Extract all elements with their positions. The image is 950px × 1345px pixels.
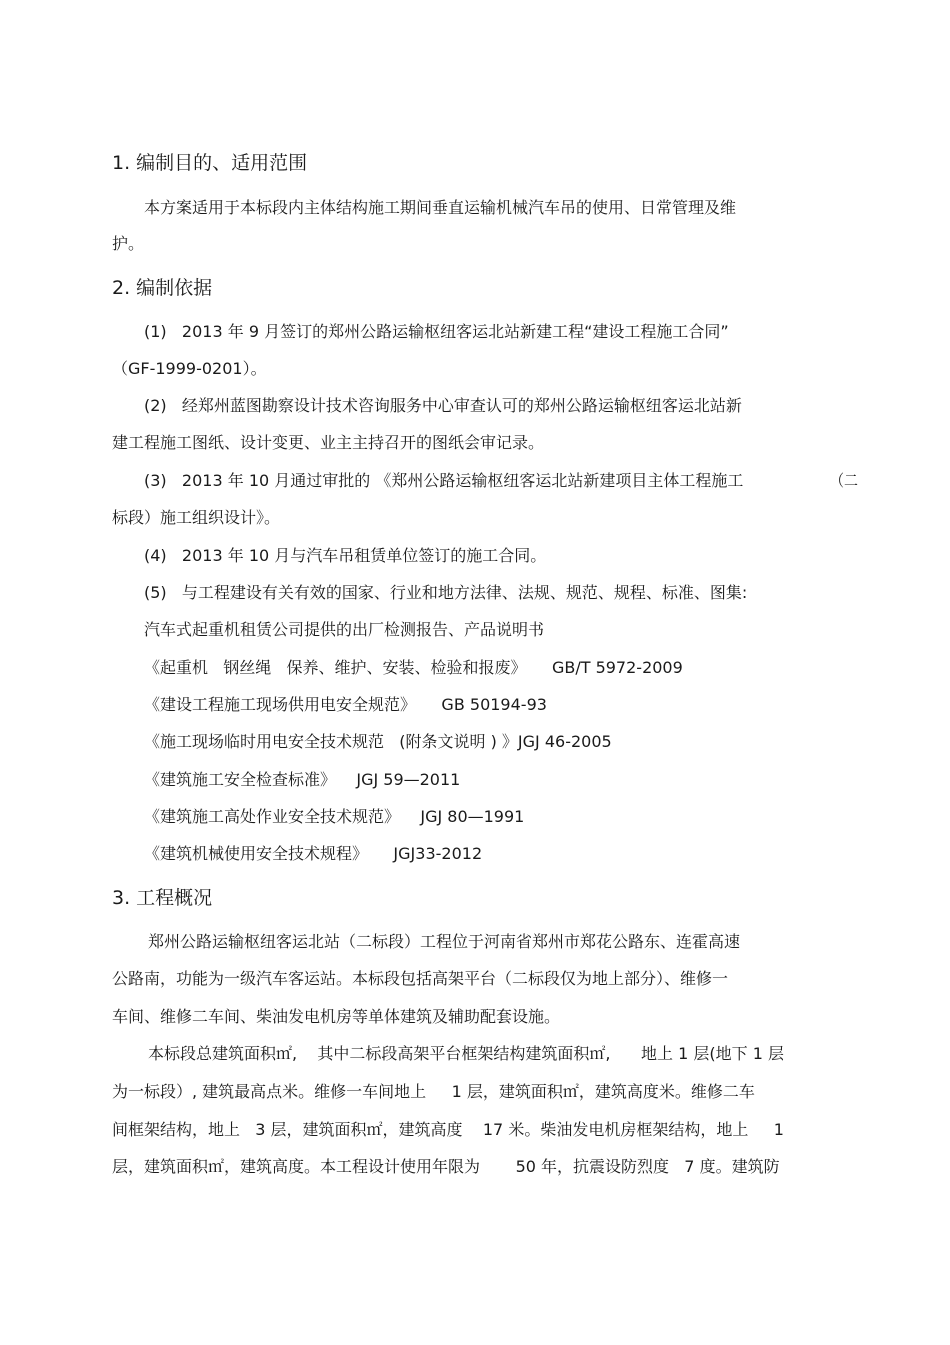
reference-item: 《施工现场临时用电安全技术规范 (附条文说明 ) 》JGJ 46-2005	[144, 732, 612, 751]
section-1-heading: 1. 编制目的、适用范围	[112, 152, 308, 174]
overview-paragraph-1-line-1: 郑州公路运输枢纽客运北站（二标段）工程位于河南省郑州市郑花公路东、连霍高速	[148, 932, 741, 951]
section-1-paragraph-line-2: 护。	[112, 234, 145, 253]
overview-paragraph-2-line-3: 间框架结构，地上 3 层，建筑面积㎡，建筑高度 17 米。柴油发电机房框架结构，地上 1	[112, 1120, 784, 1139]
basis-item-3-line-1: (3) 2013 年 10 月通过审批的 《郑州公路运输枢纽客运北站新建项目主体工程施工	[144, 471, 744, 490]
basis-item-4: (4) 2013 年 10 月与汽车吊租赁单位签订的施工合同。	[144, 546, 547, 565]
overview-paragraph-1-line-2: 公路南，功能为一级汽车客运站。本标段包括高架平台（二标段仅为地上部分）、维修一	[112, 969, 729, 988]
overview-paragraph-2-line-1: 本标段总建筑面积㎡, 其中二标段高架平台框架结构建筑面积㎡, 地上 1 层(地下 1 层	[148, 1044, 784, 1063]
basis-item-2-line-1: (2) 经郑州蓝图勘察设计技术咨询服务中心审查认可的郑州公路运输枢纽客运北站新	[144, 396, 742, 415]
section-3-heading: 3. 工程概况	[112, 887, 213, 909]
basis-item-5: (5) 与工程建设有关有效的国家、行业和地方法律、法规、规范、规程、标准、图集:	[144, 583, 748, 602]
overview-paragraph-2-line-4: 层，建筑面积㎡，建筑高度。本工程设计使用年限为 50 年，抗震设防烈度 7 度。建筑防	[112, 1157, 780, 1176]
reference-item: 《起重机 钢丝绳 保养、维护、安装、检验和报废》 GB/T 5972-2009	[144, 658, 683, 677]
reference-item: 《建筑施工安全检查标准》 JGJ 59—2011	[144, 770, 461, 789]
basis-item-1-line-1: (1) 2013 年 9 月签订的郑州公路运输枢纽客运北站新建工程“建设工程施工合同”	[144, 322, 729, 341]
section-1-paragraph-line-1: 本方案适用于本标段内主体结构施工期间垂直运输机械汽车吊的使用、日常管理及维	[144, 198, 737, 217]
reference-item: 《建筑机械使用安全技术规程》 JGJ33-2012	[144, 844, 483, 863]
overview-paragraph-2-line-2: 为一标段）, 建筑最高点米。维修一车间地上 1 层，建筑面积㎡，建筑高度米。维修二车	[112, 1082, 755, 1101]
basis-item-2-line-2: 建工程施工图纸、设计变更、业主主持召开的图纸会审记录。	[112, 433, 545, 452]
reference-item: 《建设工程施工现场供用电安全规范》 GB 50194-93	[144, 695, 547, 714]
overview-paragraph-1-line-3: 车间、维修二车间、柴油发电机房等单体建筑及辅助配套设施。	[112, 1007, 561, 1026]
basis-item-3-line-2: 标段）施工组织设计》。	[112, 508, 281, 527]
basis-item-1-line-2: （GF-1999-0201）。	[112, 359, 267, 378]
reference-item: 汽车式起重机租赁公司提供的出厂检测报告、产品说明书	[144, 620, 545, 639]
reference-item: 《建筑施工高处作业安全技术规范》 JGJ 80—1991	[144, 807, 525, 826]
basis-item-3-line-1-tail: （二	[830, 471, 859, 490]
section-2-heading: 2. 编制依据	[112, 277, 213, 299]
